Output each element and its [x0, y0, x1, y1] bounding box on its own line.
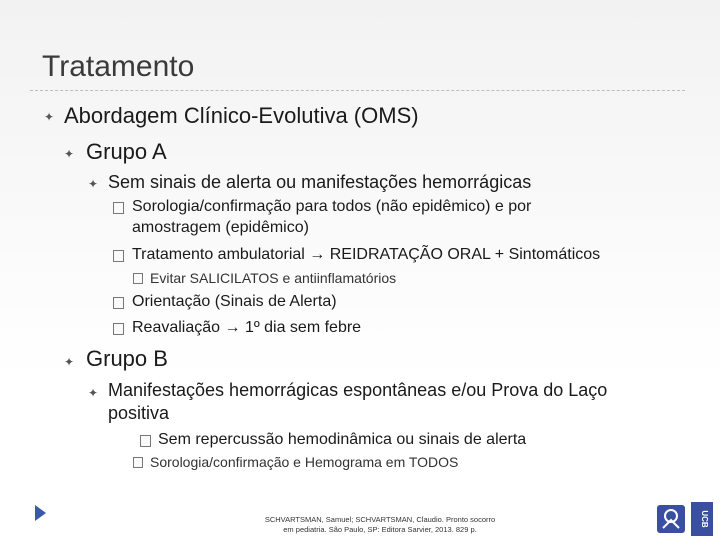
bibliographic-reference	[240, 515, 520, 535]
group-a-item-continuation: amostragem (epidêmico)	[132, 219, 309, 236]
checkbox-bullet-icon	[113, 297, 124, 309]
checkbox-bullet-icon	[113, 323, 124, 335]
group-b-item: Sem repercussão hemodinâmica ou sinais de alerta	[158, 431, 527, 448]
slide-title: Tratamento	[42, 50, 195, 83]
logo-text: UCB	[700, 510, 709, 528]
group-a-item: Sorologia/confirmação para todos (não epidêmico) e por	[132, 198, 532, 215]
checkbox-bullet-icon	[133, 457, 143, 468]
group-a-item: Orientação (Sinais de Alerta)	[132, 293, 337, 310]
bullet-icon: ✦	[88, 386, 99, 400]
checkbox-bullet-icon	[113, 250, 124, 262]
bullet-icon: ✦	[64, 355, 75, 369]
checkbox-bullet-icon	[133, 273, 143, 284]
group-a-item: Reavaliação → 1º dia sem febre	[132, 319, 362, 336]
group-a-subheading: Sem sinais de alerta ou manifestações hemorrágicas	[108, 172, 532, 192]
bullet-icon: ✦	[88, 177, 99, 191]
level1-heading: Abordagem Clínico-Evolutiva (OMS)	[64, 103, 419, 128]
title-divider	[30, 90, 685, 91]
group-a-item: Tratamento ambulatorial → REIDRATAÇÃO ORAL + Sintomáticos	[132, 246, 601, 263]
group-b-subheading: Manifestações hemorrágicas espontâneas e/ou Prova do Laço	[108, 380, 608, 400]
bullet-icon: ✦	[64, 147, 75, 161]
checkbox-bullet-icon	[113, 202, 124, 214]
group-b-subheading-continuation: positiva	[108, 403, 170, 423]
ucb-logo	[655, 502, 715, 536]
bullet-icon: ✦	[44, 110, 55, 124]
group-a-subitem: Evitar SALICILATOS e antiinflamatórios	[150, 270, 397, 286]
group-a-label: Grupo A	[86, 139, 167, 164]
group-b-subitem: Sorologia/confirmação e Hemograma em TODOS	[150, 454, 459, 470]
next-slide-arrow-icon[interactable]	[35, 505, 46, 521]
checkbox-bullet-icon	[140, 435, 151, 447]
reference-line: SCHVARTSMAN, Samuel; SCHVARTSMAN, Claudio. Pronto socorro	[264, 515, 496, 524]
reference-line: em pediatria. São Paulo, SP: Editora Sarvier, 2013. 829 p.	[283, 525, 477, 534]
group-b-label: Grupo B	[86, 346, 168, 371]
